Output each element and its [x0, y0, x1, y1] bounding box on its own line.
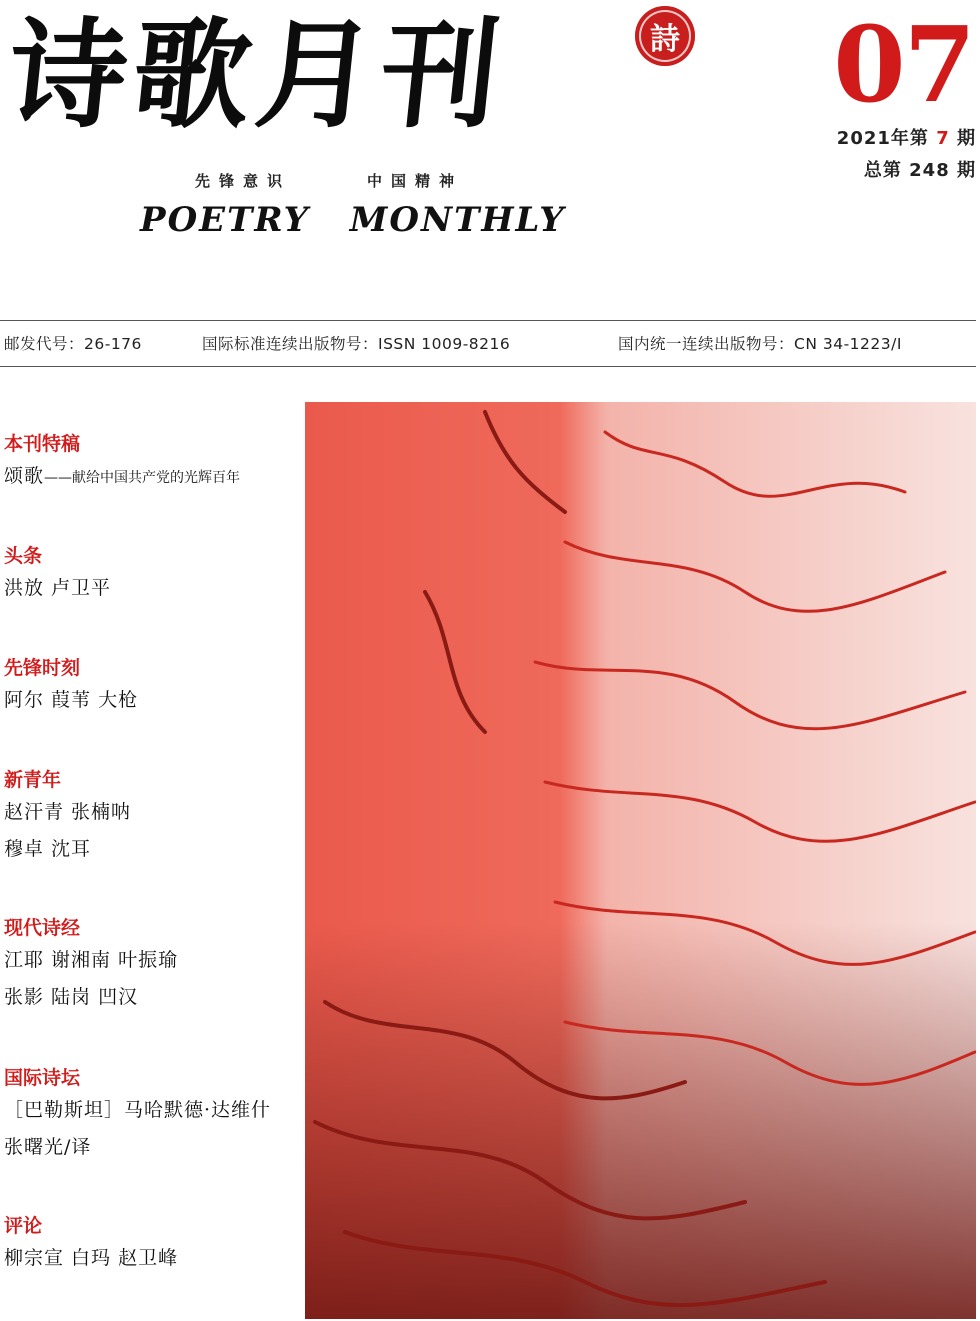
issue-number: 07 — [833, 3, 974, 126]
toc-section-special — [4, 430, 240, 497]
toc-section-international — [4, 1064, 271, 1166]
poetry-seal-icon — [635, 6, 695, 66]
toc-entry: 阿尔 葭苇 大枪 — [4, 689, 139, 711]
toc-section-review — [4, 1212, 178, 1277]
toc-entry: 张曙光/译 — [4, 1136, 92, 1158]
divider-top — [0, 320, 976, 321]
toc-entry: 赵汗青 张楠呐 — [4, 801, 132, 823]
issue-year-line — [837, 124, 976, 150]
toc-entry: 洪放 卢卫平 — [4, 577, 112, 599]
toc-section-title: 头条 — [4, 545, 43, 567]
toc-section-title: 现代诗经 — [4, 917, 81, 939]
toc-entry: 穆卓 沈耳 — [4, 838, 92, 860]
toc-entry: ［巴勒斯坦］马哈默德·达维什 — [4, 1099, 272, 1121]
toc-section-title: 新青年 — [4, 769, 62, 791]
english-title-word-1: POETRY — [140, 200, 310, 240]
toc-section-title: 评论 — [4, 1215, 43, 1237]
issue-month: 7 — [936, 128, 950, 149]
slogan-left: 先锋意识 — [195, 172, 292, 190]
toc-entry: 颂歌——献给中国共产党的光辉百年 — [4, 465, 241, 487]
toc-section-title: 国际诗坛 — [4, 1067, 81, 1089]
postal-code: 邮发代号：26-176 — [4, 335, 142, 353]
toc-section-modern — [4, 914, 178, 1016]
toc-section-title: 先锋时刻 — [4, 657, 81, 679]
slogan-right: 中国精神 — [367, 172, 464, 190]
toc-section-headline — [4, 542, 111, 607]
toc-entry: 张影 陆岗 凹汉 — [4, 986, 139, 1008]
cn-number: 国内统一连续出版物号：CN 34-1223/I — [618, 335, 902, 353]
toc-entry: 柳宗宣 白玛 赵卫峰 — [4, 1247, 179, 1269]
issue-year-suffix: 期 — [957, 128, 976, 149]
toc-entry: 江耶 谢湘南 叶振瑜 — [4, 949, 179, 971]
issue-year-prefix: 2021年第 — [836, 128, 929, 149]
english-title-word-2: MONTHLY — [349, 200, 566, 240]
seal-character: 詩 — [650, 22, 680, 57]
cover-artwork-svg — [305, 402, 976, 1319]
issue-total: 总第 248 期 — [863, 160, 976, 181]
toc-section-title: 本刊特稿 — [4, 433, 81, 455]
cover-artwork — [305, 402, 976, 1319]
masthead-title: 诗歌月刊 — [1, 5, 513, 144]
english-title — [140, 200, 592, 240]
toc-section-vanguard — [4, 654, 138, 719]
issn: 国际标准连续出版物号：ISSN 1009-8216 — [202, 335, 511, 353]
divider-bottom — [0, 366, 976, 367]
toc-section-youth — [4, 766, 131, 868]
